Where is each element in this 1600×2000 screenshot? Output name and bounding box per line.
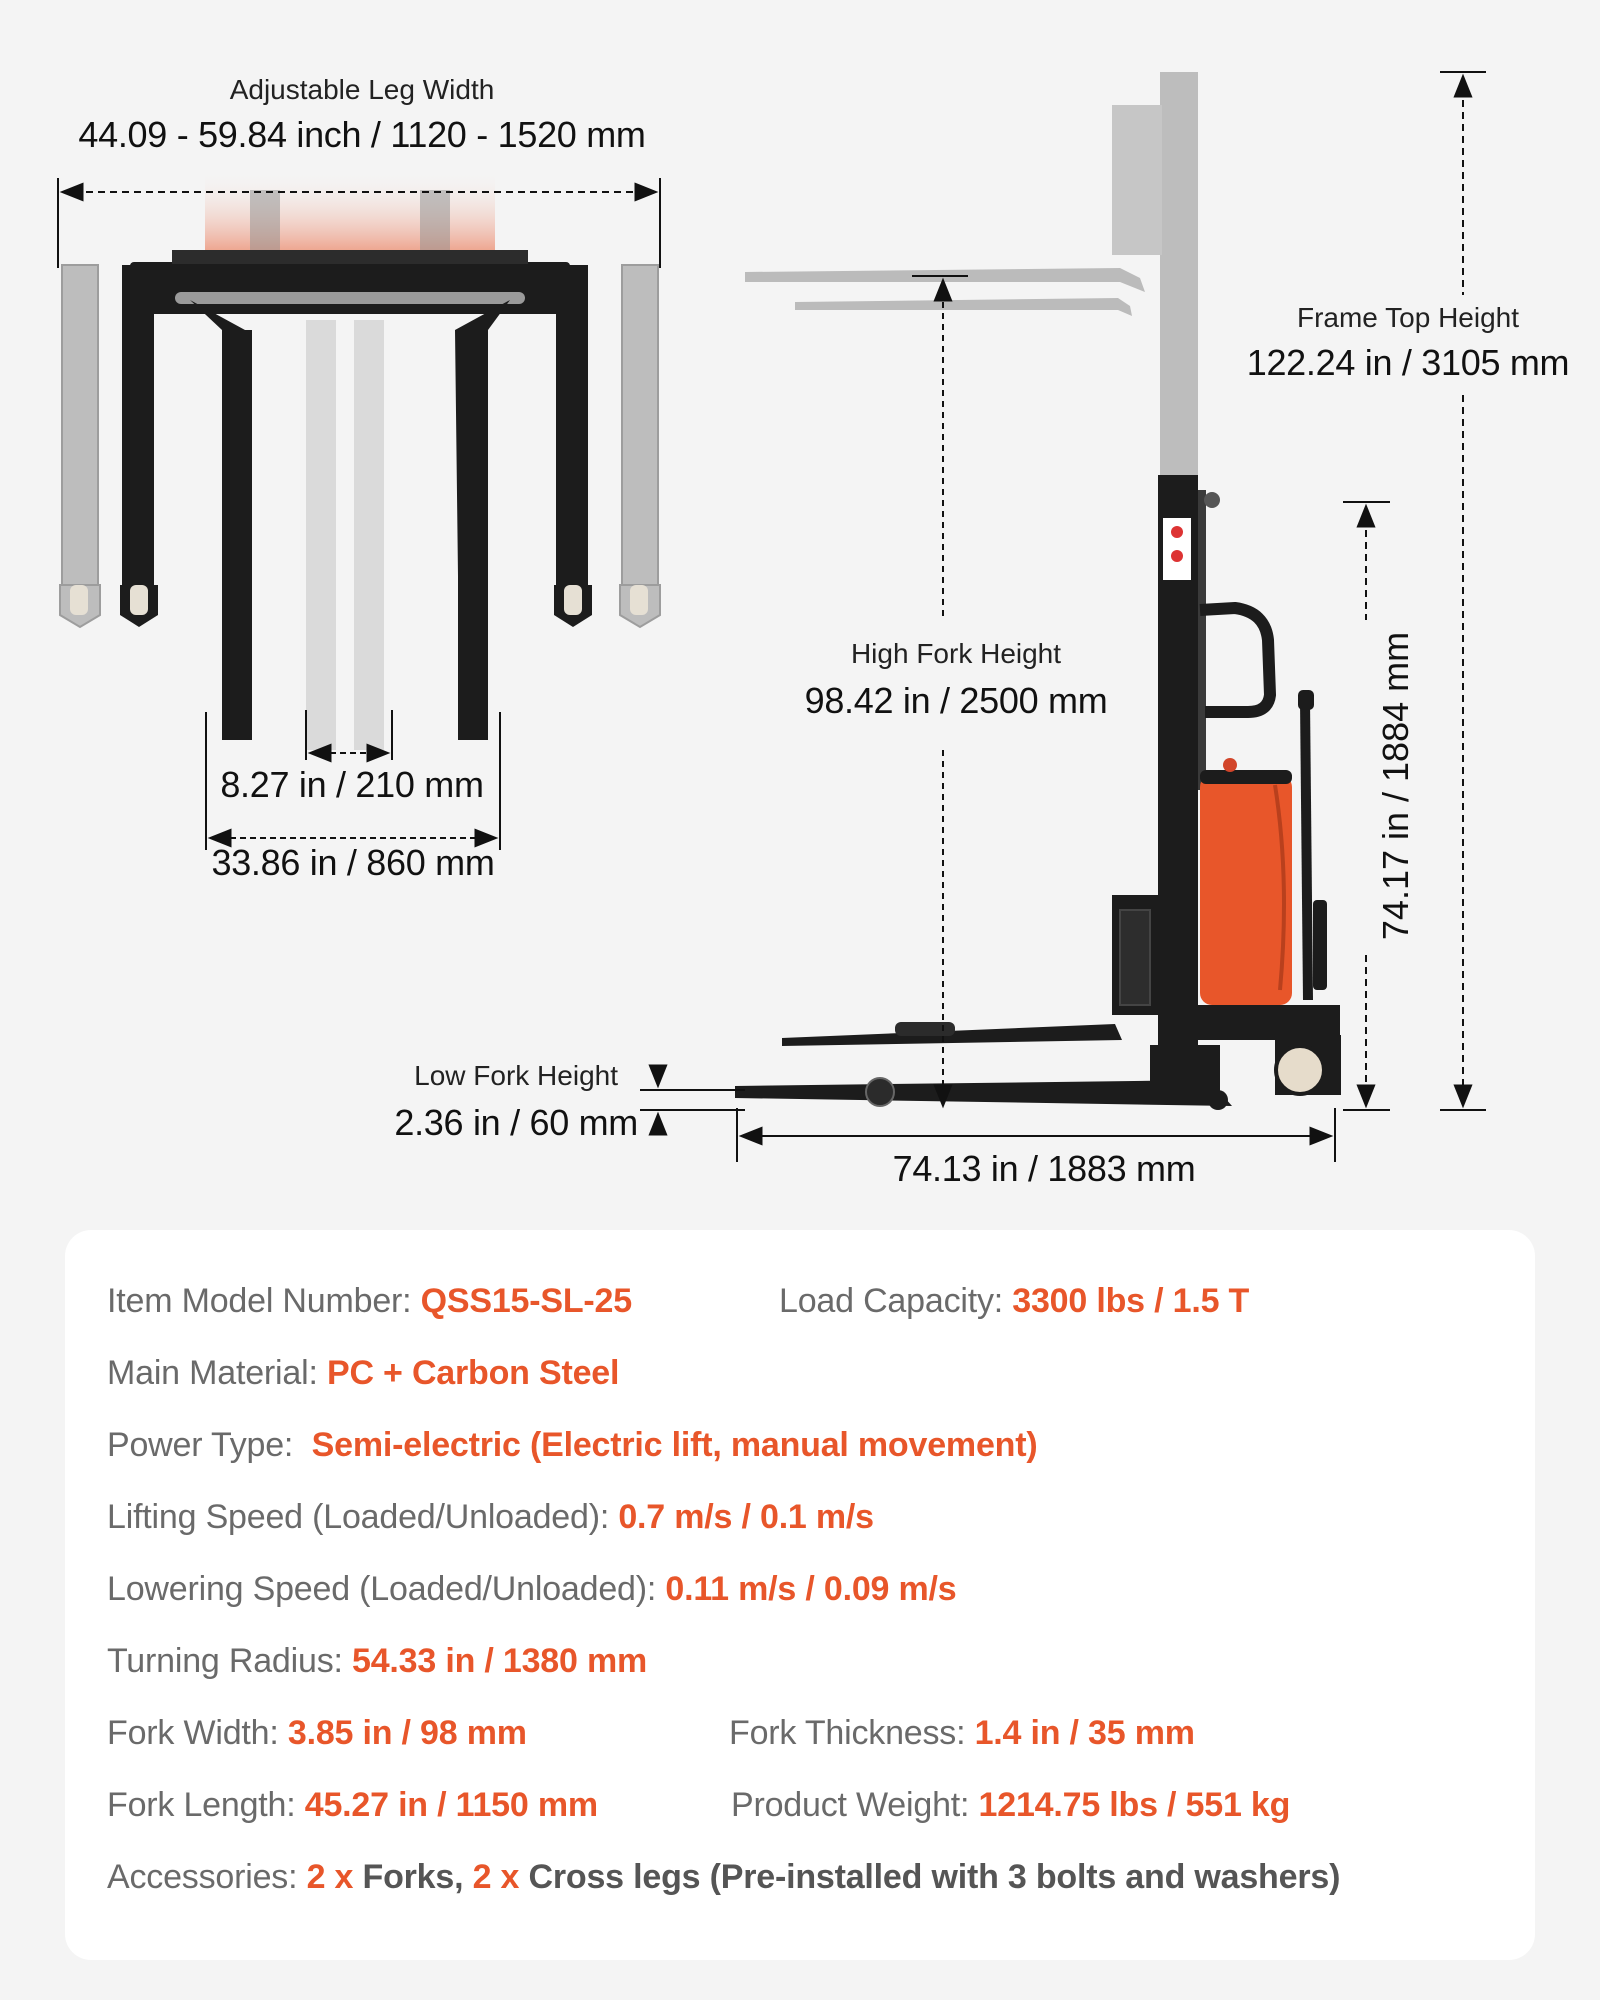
spec-capacity-label: Load Capacity:: [779, 1282, 1013, 1320]
spec-capacity-value: 3300 lbs / 1.5 T: [1012, 1282, 1250, 1320]
spec-lowering-speed-value: 0.11 m/s / 0.09 m/s: [665, 1570, 957, 1608]
spec-card: [65, 1230, 1535, 1960]
spec-turning-radius-value: 54.33 in / 1380 mm: [352, 1642, 648, 1680]
leg-width-value: 44.09 - 59.84 inch / 1120 - 1520 mm: [78, 114, 646, 155]
spec-turning-radius: [107, 1642, 647, 1681]
spec-lifting-speed-label: Lifting Speed (Loaded/Unloaded):: [107, 1498, 619, 1536]
high-fork-value: 98.42 in / 2500 mm: [804, 680, 1108, 721]
spec-fork-width: [107, 1714, 527, 1753]
spec-model-label: Item Model Number:: [107, 1282, 421, 1320]
high-fork-title: High Fork Height: [850, 638, 1062, 669]
spec-product-weight-value: 1214.75 lbs / 551 kg: [978, 1786, 1291, 1824]
spec-accessories-legs: Cross legs (Pre-installed with 3 bolts and washers): [528, 1858, 1341, 1896]
spec-lifting-speed-value: 0.7 m/s / 0.1 m/s: [618, 1498, 874, 1536]
mast-height-value: 74.17 in / 1884 mm: [1375, 631, 1416, 941]
spec-fork-length-label: Fork Length:: [107, 1786, 305, 1824]
spec-fork-thickness-value: 1.4 in / 35 mm: [974, 1714, 1195, 1752]
spec-fork-length-value: 45.27 in / 1150 mm: [304, 1786, 598, 1824]
spec-power: [107, 1426, 1037, 1465]
spec-power-label: Power Type:: [107, 1426, 312, 1464]
spec-power-value: Semi-electric (Electric lift, manual movement): [311, 1426, 1038, 1464]
spec-turning-radius-label: Turning Radius:: [107, 1642, 352, 1680]
spec-fork-width-value: 3.85 in / 98 mm: [287, 1714, 527, 1752]
low-fork-value: 2.36 in / 60 mm: [394, 1102, 638, 1143]
side-view: [640, 72, 1486, 1162]
spec-fork-length: [107, 1786, 598, 1825]
fork-gap-value: 8.27 in / 210 mm: [220, 764, 484, 805]
front-view: [58, 170, 660, 850]
spec-product-weight-label: Product Weight:: [731, 1786, 979, 1824]
spec-fork-thickness-label: Fork Thickness:: [729, 1714, 975, 1752]
spec-accessories-qty-forks: 2 x: [306, 1858, 363, 1896]
spec-fork-thickness: [729, 1714, 1195, 1753]
spec-material-value: PC + Carbon Steel: [326, 1354, 620, 1392]
spec-model-value: QSS15-SL-25: [420, 1282, 632, 1320]
frame-top-title: Frame Top Height: [1296, 302, 1520, 333]
fork-span-value: 33.86 in / 860 mm: [211, 842, 495, 883]
spec-product-weight: [731, 1786, 1290, 1825]
spec-material-label: Main Material:: [107, 1354, 327, 1392]
frame-top-value: 122.24 in / 3105 mm: [1246, 342, 1570, 383]
low-fork-title: Low Fork Height: [414, 1060, 618, 1091]
spec-accessories-forks: Forks,: [362, 1858, 473, 1896]
spec-accessories: [107, 1858, 1340, 1897]
spec-lifting-speed: [107, 1498, 874, 1537]
spec-capacity: [779, 1282, 1249, 1321]
spec-lowering-speed-label: Lowering Speed (Loaded/Unloaded):: [107, 1570, 666, 1608]
spec-fork-width-label: Fork Width:: [107, 1714, 288, 1752]
spec-material: [107, 1354, 619, 1393]
spec-lowering-speed: [107, 1570, 956, 1609]
overall-length-value: 74.13 in / 1883 mm: [892, 1148, 1196, 1189]
spec-model: [107, 1282, 632, 1321]
spec-accessories-label: Accessories:: [107, 1858, 307, 1896]
leg-width-title: Adjustable Leg Width: [229, 74, 495, 105]
spec-accessories-qty-legs: 2 x: [472, 1858, 529, 1896]
